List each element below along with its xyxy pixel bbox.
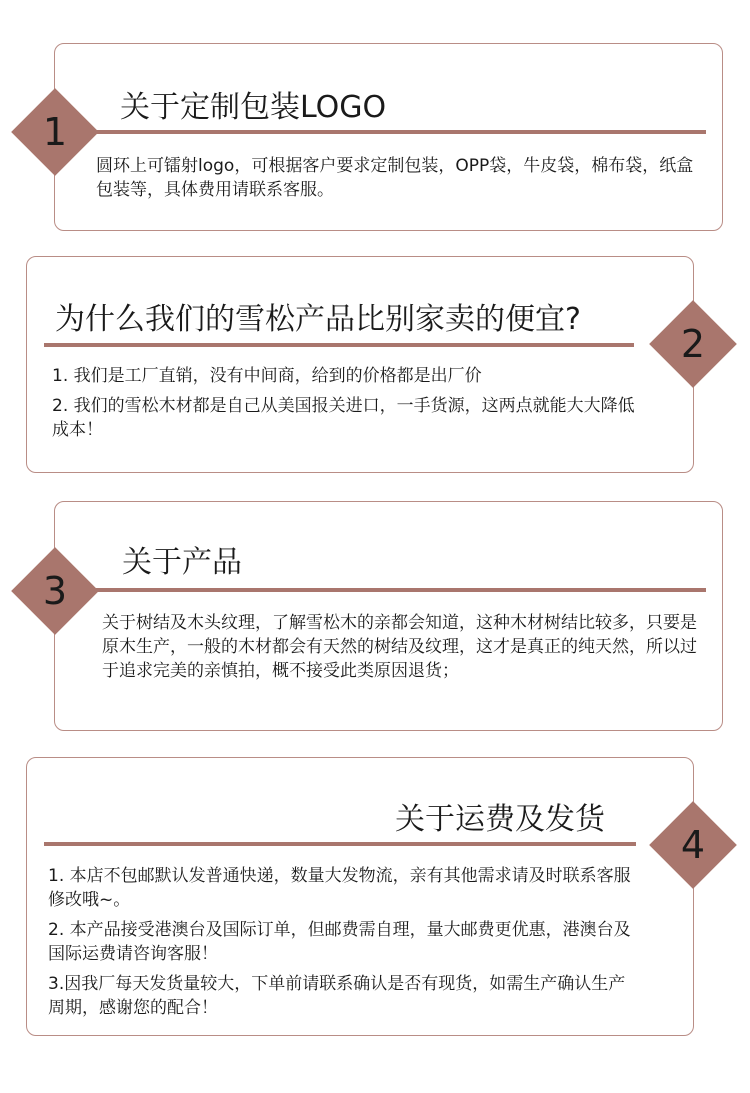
section-4-paragraph-1: 1. 本店不包邮默认发普通快递，数量大发物流，亲有其他需求请及时联系客服修改哦~。 xyxy=(48,866,631,910)
section-3-paragraph-1: 关于树结及木头纹理，了解雪松木的亲都会知道，这种木材树结比较多，只要是原木生产，一般的木材都会有天然的树结及纹理，这才是真正的纯天然，所以过于追求完美的亲慎拍，概不接受此类原因退货； xyxy=(102,613,697,681)
section-number-2: 2 xyxy=(680,322,706,366)
section-title-4: 关于运费及发货 xyxy=(395,802,605,837)
section-1-paragraph-1: 圆环上可镭射logo，可根据客户要求定制包装，OPP袋，牛皮袋，棉布袋，纸盒包装等，具体费用请联系客服。 xyxy=(96,156,694,200)
section-2-paragraph-1: 1. 我们是工厂直销，没有中间商，给到的价格都是出厂价 xyxy=(52,366,482,386)
section-title-2: 为什么我们的雪松产品比别家卖的便宜? xyxy=(55,302,581,337)
section-body-2 xyxy=(52,364,642,442)
section-number-1: 1 xyxy=(42,110,68,154)
title-underline-1 xyxy=(96,130,706,134)
section-title-1: 关于定制包装LOGO xyxy=(120,90,387,125)
section-body-4 xyxy=(48,864,642,1020)
title-underline-3 xyxy=(96,588,706,592)
section-title-3: 关于产品 xyxy=(122,545,242,580)
section-4-paragraph-2: 2. 本产品接受港澳台及国际订单，但邮费需自理，量大邮费更优惠，港澳台及国际运费请咨询客服！ xyxy=(48,920,631,964)
section-2-paragraph-2: 2. 我们的雪松木材都是自己从美国报关进口，一手货源，这两点就能大大降低成本！ xyxy=(52,396,635,440)
title-underline-2 xyxy=(44,343,634,347)
title-underline-4 xyxy=(44,842,636,846)
section-body-1 xyxy=(96,154,696,202)
section-number-4: 4 xyxy=(680,823,706,867)
section-4-paragraph-3: 3.因我厂每天发货量较大，下单前请联系确认是否有现货，如需生产确认生产周期，感谢您的配合！ xyxy=(48,974,626,1018)
section-card-1 xyxy=(54,43,723,231)
section-body-3 xyxy=(102,611,700,683)
section-number-3: 3 xyxy=(42,569,68,613)
